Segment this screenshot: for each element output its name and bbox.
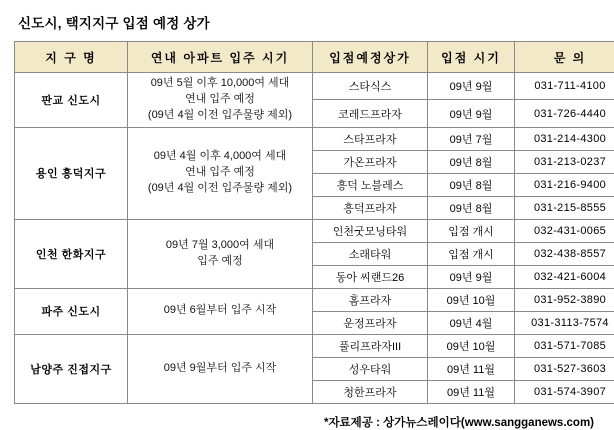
cell-shop-name: 가온프라자: [313, 150, 428, 173]
cell-phone: 031-216-9400: [515, 173, 614, 196]
cell-phone: 032-431-0065: [515, 219, 614, 242]
cell-open-date: 09년 9월: [428, 100, 515, 127]
schedule-line: 09년 9월부터 입주 시작: [130, 361, 310, 377]
cell-phone: 031-711-4100: [515, 73, 614, 100]
source-note: [14, 414, 600, 430]
cell-phone: 032-438-8557: [515, 242, 614, 265]
cell-shop-name: 홈프라자: [313, 288, 428, 311]
cell-open-date: 입점 개시: [428, 242, 515, 265]
page-title: 신도시, 택지지구 입점 예정 상가: [18, 12, 600, 32]
cell-shop-name: 운정프라자: [313, 311, 428, 334]
cell-shop-name: 스타식스: [313, 73, 428, 100]
schedule-line: 09년 7월 3,000여 세대: [130, 238, 310, 254]
table-header: [15, 42, 614, 73]
cell-phone: 031-726-4440: [515, 100, 614, 127]
cell-region: 남양주 진접지구: [15, 334, 128, 403]
table-row: [15, 127, 614, 150]
schedule-line: 연내 입주 예정: [130, 92, 310, 108]
cell-schedule: [128, 288, 313, 334]
cell-region: 판교 신도시: [15, 73, 128, 128]
column-header-date: 입점 시기: [428, 42, 515, 73]
table-header-row: [15, 42, 614, 73]
cell-schedule: [128, 219, 313, 288]
cell-phone: 032-421-6004: [515, 265, 614, 288]
table-row: [15, 73, 614, 100]
cell-shop-name: 코레드프라자: [313, 100, 428, 127]
cell-phone: 031-214-4300: [515, 127, 614, 150]
cell-open-date: 09년 10월: [428, 288, 515, 311]
cell-schedule: [128, 334, 313, 403]
cell-region: 파주 신도시: [15, 288, 128, 334]
cell-open-date: 09년 11월: [428, 380, 515, 403]
column-header-region: 지 구 명: [15, 42, 128, 73]
source-prefix: *자료제공 :: [324, 417, 380, 429]
cell-phone: 031-952-3890: [515, 288, 614, 311]
cell-open-date: 09년 11월: [428, 357, 515, 380]
cell-shop-name: 흥덕프라자: [313, 196, 428, 219]
cell-shop-name: 청한프라자: [313, 380, 428, 403]
cell-open-date: 09년 8월: [428, 196, 515, 219]
table-row: [15, 334, 614, 357]
cell-shop-name: 풀리프라자III: [313, 334, 428, 357]
cell-shop-name: 스타프라자: [313, 127, 428, 150]
cell-open-date: 09년 9월: [428, 265, 515, 288]
cell-region: 용인 흥덕지구: [15, 127, 128, 219]
schedule-line: (09년 4월 이전 입주물량 제외): [130, 181, 310, 197]
cell-shop-name: 흥덕 노블레스: [313, 173, 428, 196]
column-header-shop: 입점예정상가: [313, 42, 428, 73]
cell-region: 인천 한화지구: [15, 219, 128, 288]
column-header-phone: 문 의: [515, 42, 614, 73]
column-header-schedule: 연내 아파트 입주 시기: [128, 42, 313, 73]
cell-shop-name: 동아 씨랜드26: [313, 265, 428, 288]
schedule-line: 09년 5월 이후 10,000여 세대: [130, 76, 310, 92]
schedule-line: 09년 6월부터 입주 시작: [130, 303, 310, 319]
cell-phone: 031-3113-7574: [515, 311, 614, 334]
table-row: [15, 219, 614, 242]
cell-shop-name: 인천굿모닝타워: [313, 219, 428, 242]
cell-open-date: 입점 개시: [428, 219, 515, 242]
cell-phone: 031-215-8555: [515, 196, 614, 219]
cell-phone: 031-571-7085: [515, 334, 614, 357]
schedule-line: 연내 입주 예정: [130, 165, 310, 181]
cell-schedule: [128, 73, 313, 128]
schedule-line: 입주 예정: [130, 254, 310, 270]
cell-open-date: 09년 10월: [428, 334, 515, 357]
source-text: 상가뉴스레이다(www.sangganews.com): [383, 417, 594, 429]
shops-table: [14, 41, 614, 404]
schedule-line: 09년 4월 이후 4,000여 세대: [130, 149, 310, 165]
cell-shop-name: 소래타워: [313, 242, 428, 265]
cell-phone: 031-527-3603: [515, 357, 614, 380]
cell-open-date: 09년 4월: [428, 311, 515, 334]
cell-open-date: 09년 7월: [428, 127, 515, 150]
cell-schedule: [128, 127, 313, 219]
cell-open-date: 09년 8월: [428, 173, 515, 196]
cell-open-date: 09년 9월: [428, 73, 515, 100]
table-row: [15, 288, 614, 311]
table-body: [15, 73, 614, 404]
cell-shop-name: 성우타워: [313, 357, 428, 380]
cell-phone: 031-574-3907: [515, 380, 614, 403]
cell-phone: 031-213-0237: [515, 150, 614, 173]
schedule-line: (09년 4월 이전 입주물량 제외): [130, 108, 310, 124]
cell-open-date: 09년 8월: [428, 150, 515, 173]
